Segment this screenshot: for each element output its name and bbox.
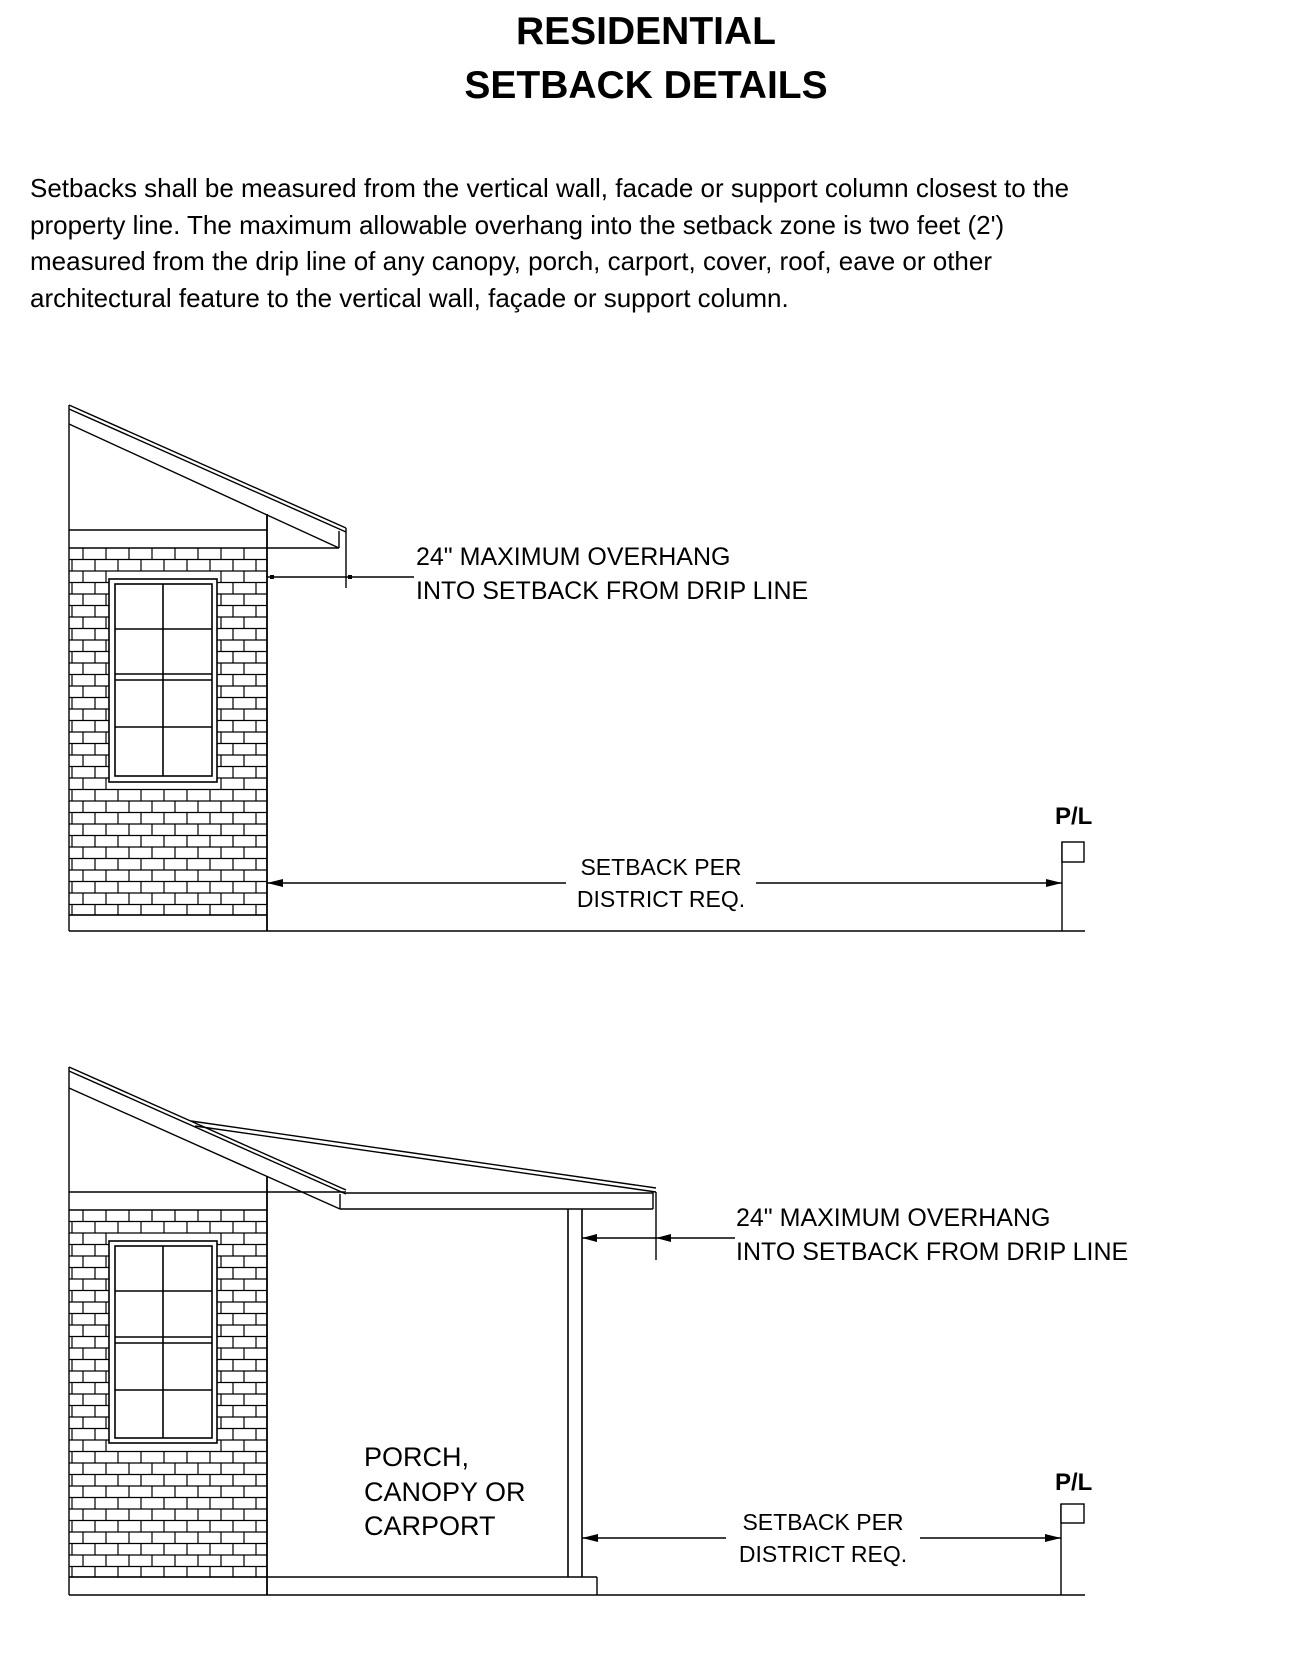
description-line: property line. The maximum allowable overhang into the setback zone is two feet (2') <box>30 209 1005 240</box>
overhang-label-line: 24" MAXIMUM OVERHANG <box>736 1204 1051 1232</box>
porch-support-column <box>568 1209 582 1577</box>
setback-label-2 <box>726 1506 920 1570</box>
title-line-2: SETBACK DETAILS <box>464 64 828 107</box>
setback-label-line: SETBACK PER <box>742 1509 904 1535</box>
arrowhead-left-icon <box>582 1234 597 1242</box>
property-line-label-2: P/L <box>1055 1469 1093 1496</box>
setback-label-line: DISTRICT REQ. <box>576 886 746 912</box>
property-line-flag-icon <box>1061 1504 1084 1523</box>
overhang-label-line: INTO SETBACK FROM DRIP LINE <box>416 577 809 605</box>
property-line-marker-1 <box>1062 842 1084 931</box>
overhang-dimension-1 <box>267 532 414 588</box>
structure-label-line: CANOPY OR <box>364 1476 526 1507</box>
setback-label-line: DISTRICT REQ. <box>738 1541 908 1567</box>
structure-label-line: PORCH, <box>364 1442 470 1472</box>
title-line-1: RESIDENTIAL <box>515 10 776 53</box>
dimension-tick-icon <box>270 575 274 579</box>
description-line: Setbacks shall be measured from the vertical wall, facade or support column closest to the <box>30 173 1070 203</box>
overhang-label-line: 24" MAXIMUM OVERHANG <box>416 543 731 571</box>
property-line-marker-2 <box>1061 1504 1084 1595</box>
overhang-dimension-2 <box>582 1192 735 1260</box>
arrowhead-left-icon <box>267 879 283 887</box>
arrowhead-right-icon <box>1045 1534 1061 1542</box>
structure-label-line: CARPORT <box>364 1511 496 1541</box>
detail-2-house <box>69 1067 1085 1595</box>
porch-roof <box>191 1121 656 1209</box>
property-line-flag-icon <box>1062 842 1084 862</box>
porch-canopy-carport-label <box>364 1440 526 1544</box>
property-line-label-1: P/L <box>1055 803 1093 830</box>
setback-label-1 <box>566 851 756 915</box>
arrowhead-left-icon <box>656 1234 671 1242</box>
overhang-label-1 <box>416 540 808 608</box>
roof-1 <box>69 405 346 548</box>
description-line: architectural feature to the vertical wall, façade or support column. <box>30 282 789 313</box>
setback-label-line: SETBACK PER <box>580 854 742 880</box>
window-2 <box>109 1241 217 1443</box>
arrowhead-right-icon <box>1046 879 1062 887</box>
overhang-label-2 <box>736 1201 1128 1269</box>
arrowhead-left-icon <box>582 1534 598 1542</box>
window-1 <box>109 579 217 782</box>
description-line: measured from the drip line of any canopy, porch, carport, cover, roof, eave or other <box>30 246 993 276</box>
dimension-tick-icon <box>348 575 352 579</box>
overhang-label-line: INTO SETBACK FROM DRIP LINE <box>736 1238 1129 1266</box>
